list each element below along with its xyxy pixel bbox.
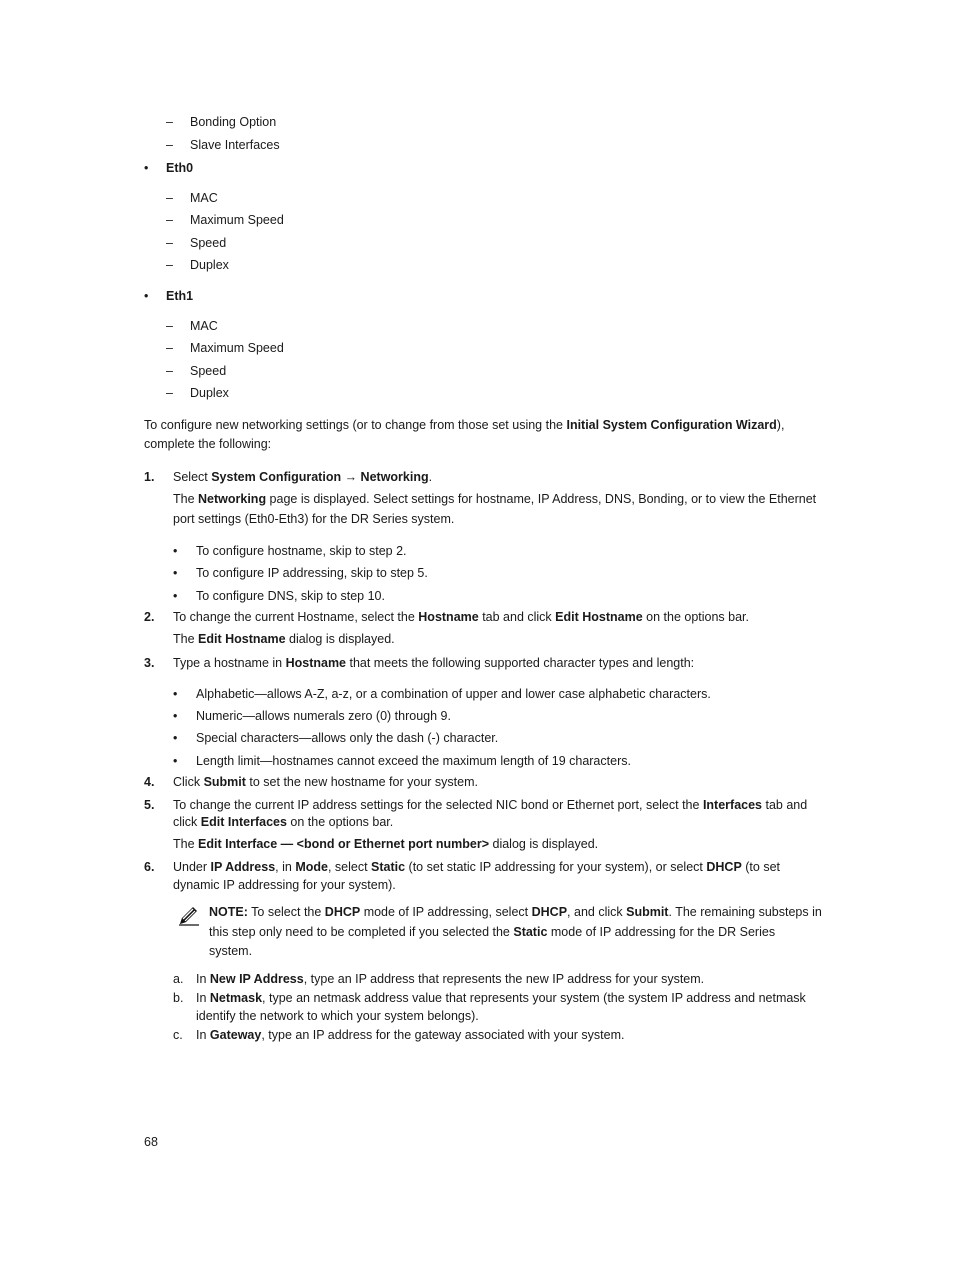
step-1-result: The Networking page is displayed. Select settings for hostname, IP Address, DNS, Bonding, or to view the Ethernet (173, 492, 817, 506)
list-item: Maximum Speed (190, 213, 284, 227)
substep-a-text: In New IP Address, type an IP address that represents the new IP address for your system. (196, 972, 705, 986)
bullet-marker: • (173, 566, 178, 580)
step-number: 3. (144, 656, 155, 670)
list-item-eth0: Eth0 (166, 161, 194, 175)
list-item: Speed (190, 236, 227, 250)
list-item-eth1: Eth1 (166, 289, 194, 303)
dash-marker: – (166, 236, 173, 250)
list-item: Duplex (190, 258, 229, 272)
dash-marker: – (166, 213, 173, 227)
intro-paragraph: To configure new networking settings (or to change from those set using the Initial System Configuration Wizard), (144, 418, 785, 432)
substep-letter: b. (173, 991, 184, 1005)
step-3-text: Type a hostname in Hostname that meets the following supported character types and length: (173, 656, 695, 670)
step-6-text-line: dynamic IP addressing for your system). (173, 878, 396, 892)
step-5-result: The Edit Interface — <bond or Ethernet port number> dialog is displayed. (173, 837, 599, 851)
bullet-marker: • (173, 687, 178, 701)
step-5-text-line: click Edit Interfaces on the options bar. (173, 815, 394, 829)
step-number: 5. (144, 798, 155, 812)
list-item: Alphabetic—allows A-Z, a-z, or a combination of upper and lower case alphabetic characters. (196, 687, 711, 701)
list-item: MAC (190, 191, 218, 205)
list-item: Special characters—allows only the dash (-) character. (196, 731, 499, 745)
dash-marker: – (166, 191, 173, 205)
step-1-text: Select System Configuration → Networking. (173, 470, 433, 484)
step-number: 1. (144, 470, 155, 484)
note-text-line: this step only need to be completed if you selected the Static mode of IP addressing for the DR Series (209, 925, 776, 939)
dash-marker: – (166, 386, 173, 400)
step-2-result: The Edit Hostname dialog is displayed. (173, 632, 395, 646)
list-item: Slave Interfaces (190, 138, 280, 152)
substep-b-text: In Netmask, type an netmask address value that represents your system (the system IP address and netmask (196, 991, 806, 1005)
note-text-line: system. (209, 944, 253, 958)
list-item: Duplex (190, 386, 229, 400)
list-item: Maximum Speed (190, 341, 284, 355)
bullet-marker: • (173, 754, 178, 768)
dash-marker: – (166, 341, 173, 355)
intro-paragraph-line: complete the following: (144, 437, 272, 451)
dash-marker: – (166, 115, 173, 129)
dash-marker: – (166, 258, 173, 272)
dash-marker: – (166, 319, 173, 333)
step-number: 4. (144, 775, 155, 789)
step-number: 2. (144, 610, 155, 624)
step-2-text: To change the current Hostname, select the Hostname tab and click Edit Hostname on the options bar. (173, 610, 750, 624)
step-6-text: Under IP Address, in Mode, select Static (to set static IP addressing for your system), or select DHCP (to set (173, 860, 780, 874)
bullet-marker: • (173, 709, 178, 723)
substep-letter: c. (173, 1028, 183, 1042)
dash-marker: – (166, 364, 173, 378)
step-1-result-line: port settings (Eth0-Eth3) for the DR Series system. (173, 512, 455, 526)
step-number: 6. (144, 860, 155, 874)
bullet-marker: • (144, 289, 149, 303)
list-item: Length limit—hostnames cannot exceed the maximum length of 19 characters. (196, 754, 631, 768)
step-5-text: To change the current IP address settings for the selected NIC bond or Ethernet port, select the Interfaces tab and (173, 798, 808, 812)
list-item: Numeric—allows numerals zero (0) through 9. (196, 709, 451, 723)
page-number: 68 (144, 1135, 158, 1149)
list-item: Bonding Option (190, 115, 277, 129)
substep-c-text: In Gateway, type an IP address for the gateway associated with your system. (196, 1028, 625, 1042)
list-item: MAC (190, 319, 218, 333)
step-4-text: Click Submit to set the new hostname for your system. (173, 775, 478, 789)
list-item: Speed (190, 364, 227, 378)
note-text: NOTE: To select the DHCP mode of IP addressing, select DHCP, and click Submit. The remaining substeps in (209, 905, 822, 919)
bullet-marker: • (173, 589, 178, 603)
list-item: To configure hostname, skip to step 2. (196, 544, 407, 558)
bullet-marker: • (173, 731, 178, 745)
bullet-marker: • (144, 161, 149, 175)
list-item: To configure DNS, skip to step 10. (196, 589, 385, 603)
bullet-marker: • (173, 544, 178, 558)
list-item: To configure IP addressing, skip to step 5. (196, 566, 428, 580)
dash-marker: – (166, 138, 173, 152)
note-pencil-icon (178, 904, 200, 926)
substep-b-text-line: identify the network to which your system belongs). (196, 1009, 479, 1023)
substep-letter: a. (173, 972, 184, 986)
